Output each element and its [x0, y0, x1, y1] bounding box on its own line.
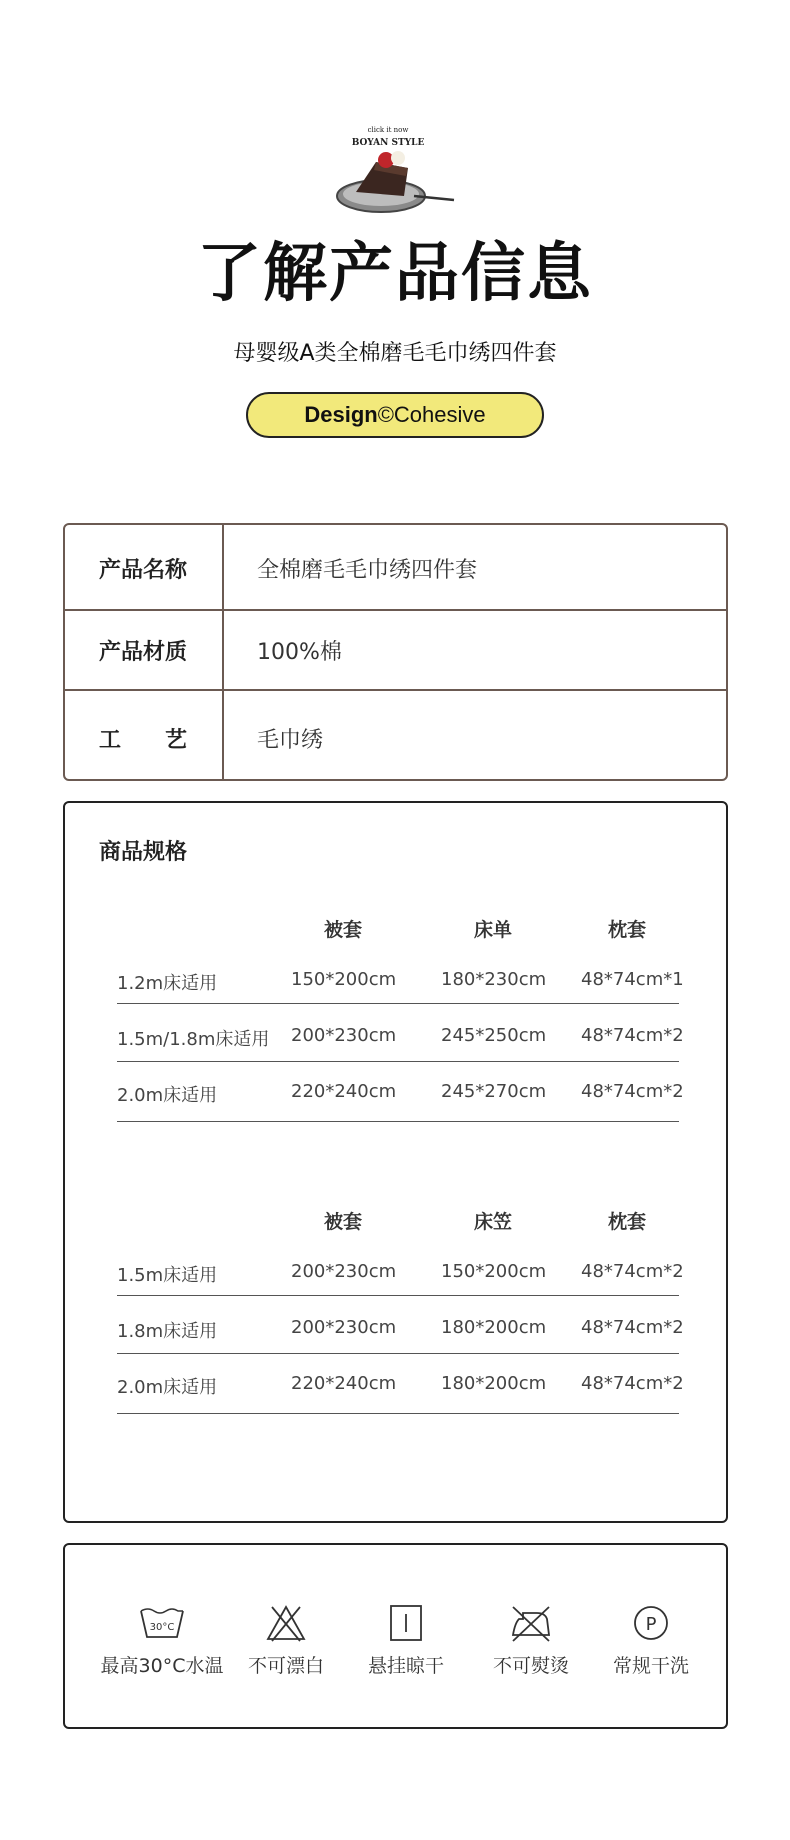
col-header-sheet: 床单: [473, 919, 512, 941]
table-cell: 48*74cm*2: [581, 1081, 684, 1102]
info-value: 全棉磨毛毛巾绣四件套: [257, 558, 478, 583]
badge-bold-text: Design: [304, 402, 378, 427]
col-header-pillow: 枕套: [607, 1211, 646, 1233]
table-cell: 48*74cm*2: [581, 1373, 684, 1394]
care-label: 不可漂白: [247, 1655, 324, 1677]
table-cell: 2.0m床适用: [117, 1377, 218, 1398]
spec-box: [63, 801, 728, 1523]
care-item-no-bleach: [216, 1603, 356, 1678]
table-cell: 245*250cm: [441, 1025, 547, 1046]
row-divider: [117, 1295, 679, 1296]
row-divider: [117, 1121, 679, 1122]
table-cell: 220*240cm: [291, 1373, 397, 1394]
table-cell: 180*200cm: [441, 1373, 547, 1394]
info-value: 毛巾绣: [257, 728, 324, 753]
wash-icon-text: 30°C: [149, 1622, 175, 1633]
product-info-table: [63, 523, 728, 781]
table-cell: 180*200cm: [441, 1317, 547, 1338]
care-item-dry-clean: [581, 1603, 721, 1678]
row-divider: [117, 1353, 679, 1354]
table-cell: 48*74cm*2: [581, 1025, 684, 1046]
info-label: 产品名称: [99, 558, 188, 583]
table-cell: 200*230cm: [291, 1025, 397, 1046]
care-item-hang-dry: [336, 1603, 476, 1678]
table-cell: 48*74cm*2: [581, 1261, 684, 1282]
col-header-duvet: 被套: [323, 919, 362, 941]
spec-title: 商品规格: [99, 840, 188, 865]
care-item-no-iron: [461, 1603, 601, 1678]
table-cell: 150*200cm: [291, 969, 397, 990]
info-row-material: [65, 611, 726, 691]
no-bleach-icon: [262, 1603, 310, 1643]
dry-clean-icon-text: P: [645, 1614, 657, 1635]
table-cell: 150*200cm: [441, 1261, 547, 1282]
product-subtitle: 母婴级A类全棉磨毛毛巾绣四件套: [233, 341, 557, 366]
table-cell: 1.5m床适用: [117, 1265, 218, 1286]
table-cell: 220*240cm: [291, 1081, 397, 1102]
table-cell: 245*270cm: [441, 1081, 547, 1102]
care-label: 不可熨烫: [492, 1655, 569, 1677]
row-divider: [117, 1061, 679, 1062]
logo-text: BOYAN STYLE: [351, 138, 425, 148]
design-badge: [246, 392, 544, 438]
table-cell: 48*74cm*2: [581, 1317, 684, 1338]
table-cell: 1.2m床适用: [117, 973, 218, 994]
dry-clean-icon: [627, 1603, 675, 1643]
hang-dry-icon: [382, 1603, 430, 1643]
table-cell: 48*74cm*1: [581, 969, 684, 990]
info-row-craft: [65, 691, 726, 779]
info-row-name: [65, 525, 726, 611]
info-value: 100%棉: [257, 640, 342, 665]
logo-tagline: click it now: [367, 126, 409, 134]
table-cell: 1.8m床适用: [117, 1321, 218, 1342]
care-label: 最高30°C水温: [100, 1655, 224, 1677]
col-header-fitted-sheet: 床笠: [473, 1211, 512, 1233]
care-instructions-box: [63, 1543, 728, 1729]
care-label: 常规干洗: [612, 1655, 689, 1677]
col-header-duvet: 被套: [323, 1211, 362, 1233]
care-item-wash: [92, 1603, 232, 1678]
table-cell: 1.5m/1.8m床适用: [117, 1029, 270, 1050]
info-label: 产品材质: [99, 640, 188, 665]
page-title: 了解产品信息: [197, 237, 593, 311]
table-cell: 180*230cm: [441, 969, 547, 990]
care-label: 悬挂晾干: [367, 1655, 444, 1677]
row-divider: [117, 1003, 679, 1004]
col-header-pillow: 枕套: [607, 919, 646, 941]
wash-30-icon: [138, 1603, 186, 1643]
row-divider: [117, 1413, 679, 1414]
brand-logo: [326, 118, 466, 218]
table-cell: 2.0m床适用: [117, 1085, 218, 1106]
info-label: 工 艺: [99, 728, 188, 753]
table-cell: 200*230cm: [291, 1317, 397, 1338]
badge-text: ©Cohesive: [377, 402, 486, 427]
no-iron-icon: [507, 1603, 555, 1643]
table-cell: 200*230cm: [291, 1261, 397, 1282]
